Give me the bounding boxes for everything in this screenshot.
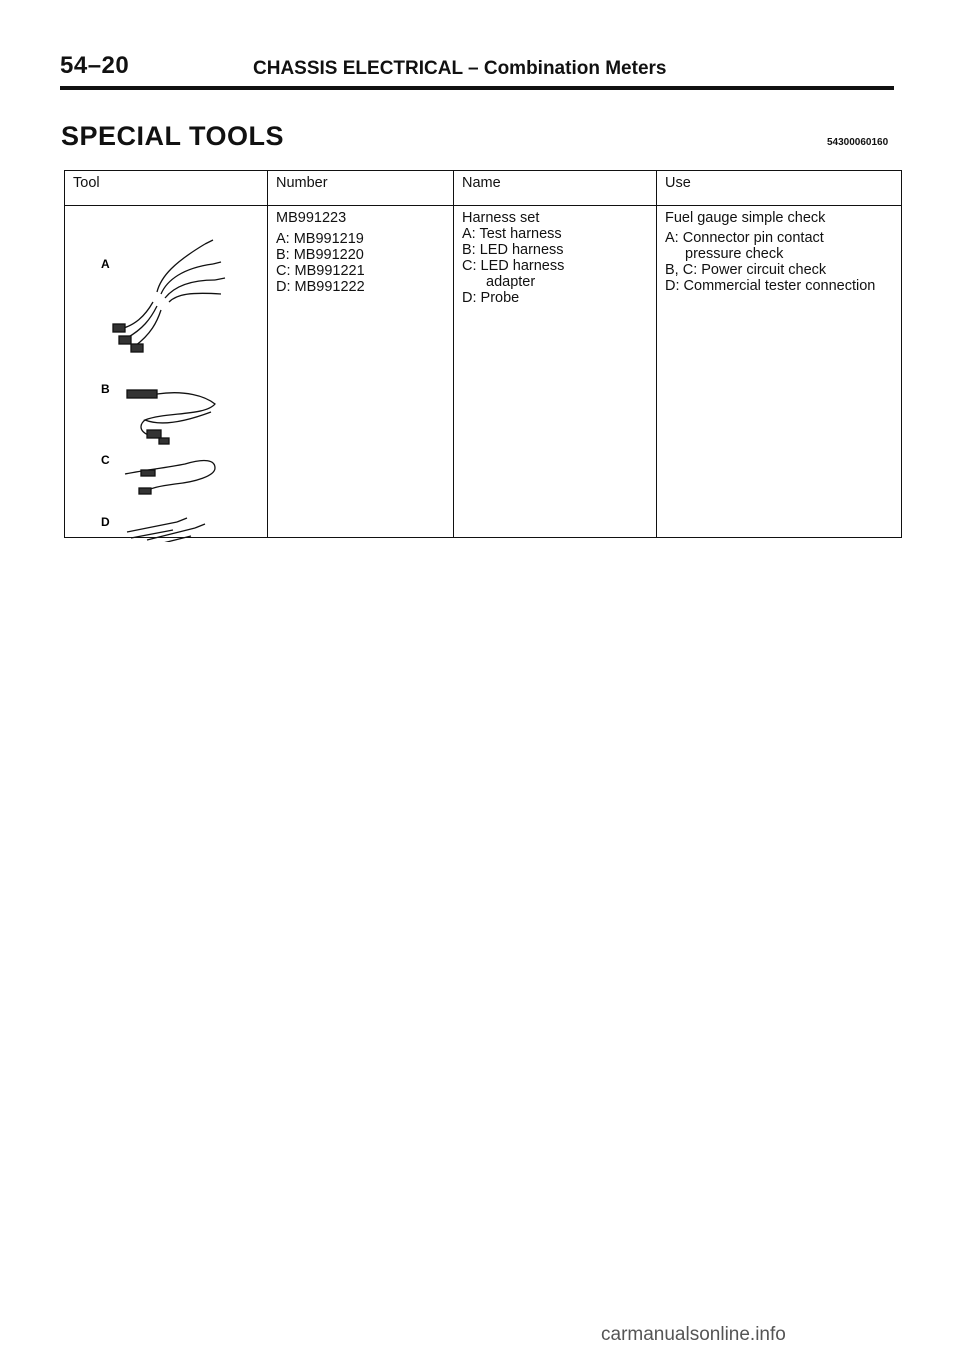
reference-code: 54300060160 xyxy=(827,137,889,148)
use-a: A: Connector pin contact xyxy=(665,230,824,246)
tool-name-d: D: Probe xyxy=(462,290,520,306)
tool-label-b: B xyxy=(101,382,110,396)
header-title: CHASSIS ELECTRICAL – Combination Meters xyxy=(253,58,667,79)
test-harness-a-drawing xyxy=(113,240,225,352)
name-cell xyxy=(454,206,657,538)
tool-name-c: C: LED harness xyxy=(462,258,565,274)
header-rule xyxy=(60,86,894,90)
use-d: D: Commercial tester connection xyxy=(665,278,876,294)
tool-name-c-cont: adapter xyxy=(486,274,536,290)
harness-set-illustration xyxy=(65,206,268,542)
table-row xyxy=(65,206,902,538)
page-number: 54–20 xyxy=(60,52,130,79)
column-header-name: Name xyxy=(454,171,657,206)
table-header-row xyxy=(65,171,902,206)
part-number-a: A: MB991219 xyxy=(276,231,364,247)
tool-name-a: A: Test harness xyxy=(462,226,562,242)
column-header-use: Use xyxy=(657,171,902,206)
column-header-number: Number xyxy=(268,171,454,206)
probe-d-drawing xyxy=(127,518,205,542)
use-cell xyxy=(657,206,902,538)
number-cell xyxy=(268,206,454,538)
part-number-set: MB991223 xyxy=(276,210,347,226)
part-number-c: C: MB991221 xyxy=(276,263,365,279)
section-title: SPECIAL TOOLS xyxy=(61,121,285,151)
tool-label-d: D xyxy=(101,515,110,529)
use-set: Fuel gauge simple check xyxy=(665,210,826,226)
led-harness-b-drawing xyxy=(127,390,215,444)
footer-watermark: carmanualsonline.info xyxy=(601,1324,786,1345)
tool-label-a: A xyxy=(101,257,110,271)
tool-name-set: Harness set xyxy=(462,210,540,226)
special-tools-table xyxy=(64,170,902,538)
column-header-tool: Tool xyxy=(65,171,268,206)
use-bc: B, C: Power circuit check xyxy=(665,262,827,278)
tool-label-c: C xyxy=(101,453,110,467)
tool-illustration-cell xyxy=(65,206,268,538)
part-number-b: B: MB991220 xyxy=(276,247,364,263)
part-number-d: D: MB991222 xyxy=(276,279,365,295)
led-harness-adapter-c-drawing xyxy=(125,461,215,494)
tool-name-b: B: LED harness xyxy=(462,242,564,258)
use-a-cont: pressure check xyxy=(685,246,784,262)
